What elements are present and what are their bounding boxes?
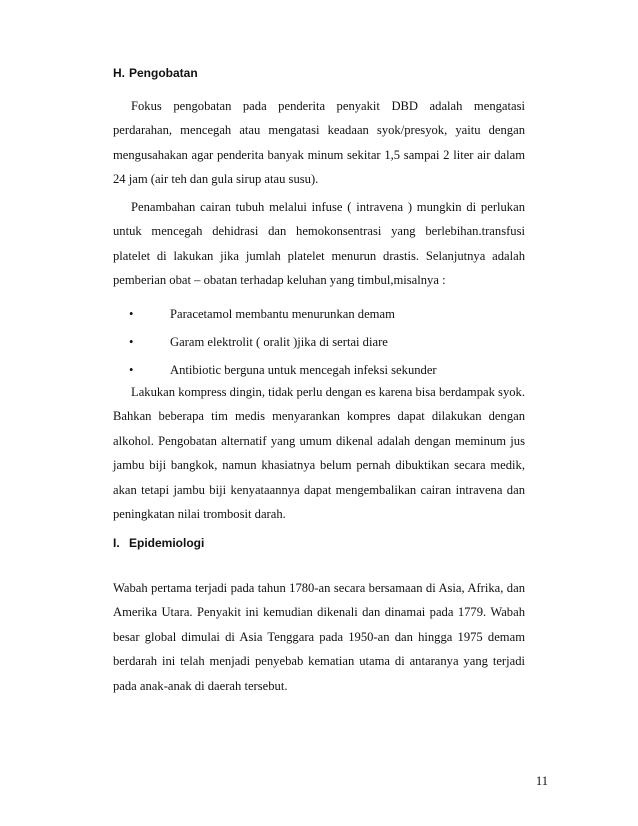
paragraph-treatment-focus: Fokus pengobatan pada penderita penyakit DBD adalah mengatasi perdarahan, mencegah atau mengatasi keadaan syok/presyok, yaitu dengan mengusahakan agar penderita banyak minum sekitar 1,5 sampai 2 liter air dalam 24 jam (air teh dan gula sirup atau susu). — [113, 99, 525, 187]
bullet-icon: • — [129, 307, 134, 321]
paragraph-fluid-replacement: Penambahan cairan tubuh melalui infuse ( intravena ) mungkin di perlukan untuk mencegah dehidrasi dan hemokonsentrasi yang berlebihan.transfusi platelet di lakukan jika jumlah platelet menurun drastis. Selanjutnya adalah pemberian obat – obatan terhadap keluhan yang timbul,misalnya : — [113, 200, 525, 288]
section-heading-epidemiologi — [113, 536, 204, 550]
section-title: Pengobatan — [129, 66, 198, 80]
page-number: 11 — [535, 774, 548, 788]
list-item-text: Paracetamol membantu menurunkan demam — [170, 307, 395, 321]
medication-list — [113, 300, 533, 384]
list-item — [113, 300, 533, 328]
list-item — [113, 328, 533, 356]
section-number: I. — [113, 536, 120, 550]
list-item-text: Garam elektrolit ( oralit )jika di sertai diare — [170, 335, 388, 349]
bullet-icon: • — [129, 335, 134, 349]
list-item-text: Antibiotic berguna untuk mencegah infeksi sekunder — [170, 363, 437, 377]
section-heading-pengobatan — [113, 66, 198, 80]
bullet-icon: • — [129, 363, 134, 377]
paragraph-alternative-treatment: Lakukan kompress dingin, tidak perlu dengan es karena bisa berdampak syok. Bahkan beberapa tim medis menyarankan kompres dapat dilakukan dengan alkohol. Pengobatan alternatif yang umum dikenal adalah dengan meminum jus jambu biji bangkok, namun khasiatnya belum pernah dibuktikan secara medik, akan tetapi jambu biji kenyataannya dapat mengembalikan cairan intravena dan peningkatan nilai trombosit darah. — [113, 385, 525, 522]
section-title: Epidemiologi — [129, 536, 205, 550]
section-number: H. — [113, 66, 125, 80]
paragraph-epidemiology: Wabah pertama terjadi pada tahun 1780-an secara bersamaan di Asia, Afrika, dan Amerika Utara. Penyakit ini kemudian dikenali dan dinamai pada 1779. Wabah besar global dimulai di Asia Tenggara pada 1950-an dan hingga 1975 demam berdarah ini telah menjadi penyebab kematian utama di antaranya yang terjadi pada anak-anak di daerah tersebut. — [113, 581, 525, 693]
